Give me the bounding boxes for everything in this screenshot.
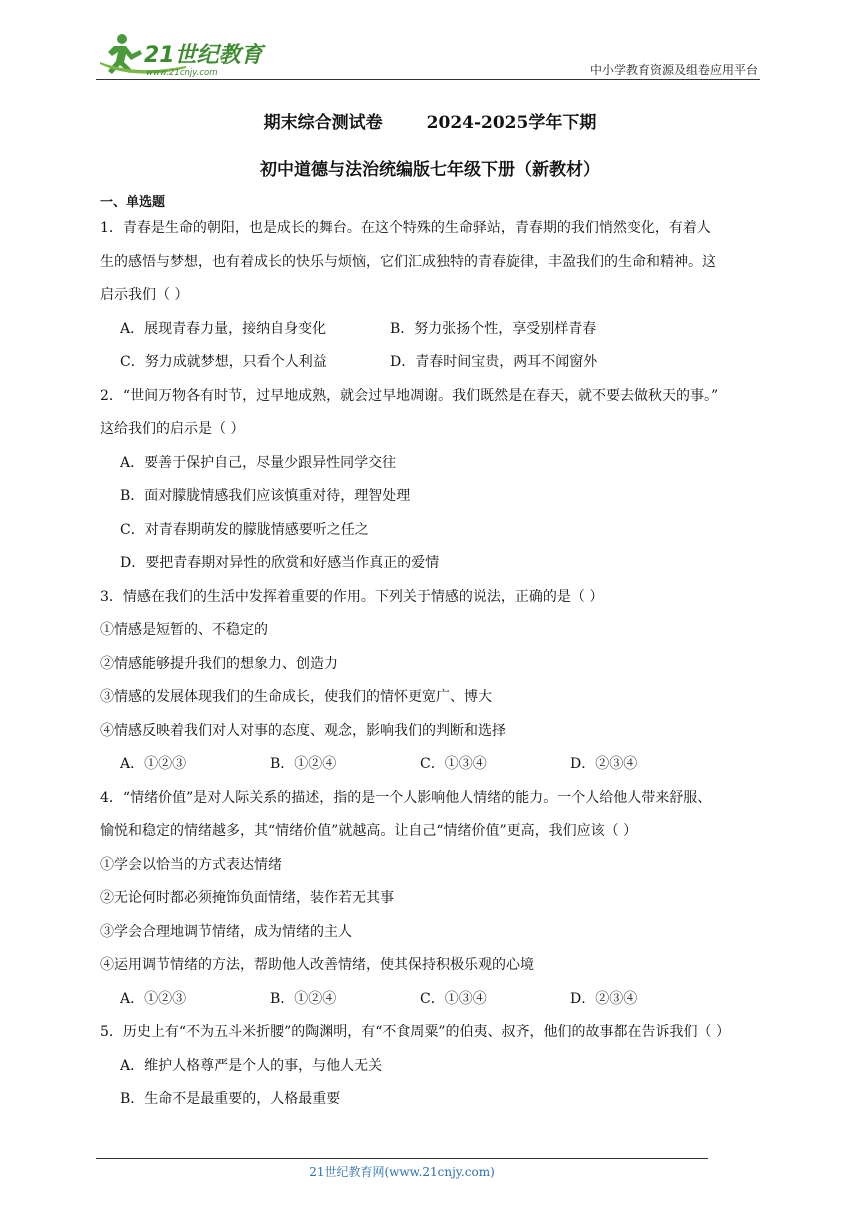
- platform-name: 中小学教育资源及组卷应用平台: [589, 63, 758, 77]
- option-b[interactable]: B．面对朦胧情感我们应该慎重对待，理智处理: [120, 488, 411, 504]
- option-b[interactable]: B．①②④: [270, 756, 337, 772]
- statement-item: ④运用调节情绪的方法，帮助他人改善情绪，使其保持积极乐观的心境: [100, 957, 534, 973]
- question-stem: 3．情感在我们的生活中发挥着重要的作用。下列关于情感的说法，正确的是（ ）: [100, 588, 604, 605]
- exam-title-term: 2024-2025学年下期: [426, 113, 597, 133]
- option-a[interactable]: A．①②③: [120, 756, 187, 772]
- statement-item: ④情感反映着我们对人对事的态度、观念，影响我们的判断和选择: [100, 722, 506, 739]
- option-d[interactable]: D．青春时间宝贵，两耳不闻窗外: [390, 354, 598, 370]
- exam-title-name: 期末综合测试卷: [263, 113, 383, 133]
- option-a[interactable]: A．①②③: [120, 990, 187, 1007]
- question-stem: 2．“世间万物各有时节，过早地成熟，就会过早地凋谢。我们既然是在春天，就不要去做秋天的事。”: [100, 387, 719, 404]
- header-divider: [96, 79, 760, 80]
- option-row: [100, 346, 765, 380]
- option-d[interactable]: D．②③④: [570, 756, 638, 772]
- statement-item: ③学会合理地调节情绪，成为情绪的主人: [100, 923, 352, 940]
- option-row: [100, 313, 765, 347]
- logo-21cnjy: [96, 32, 276, 78]
- option-b[interactable]: B．生命不是最重要的，人格最重要: [120, 1091, 341, 1107]
- statement-item: ③情感的发展体现我们的生命成长，使我们的情怀更宽广、博大: [100, 689, 492, 705]
- logo-url-text: www.21cnjy.com: [146, 68, 218, 78]
- statement-item: ①学会以恰当的方式表达情绪: [100, 856, 282, 873]
- footer-site[interactable]: 21世纪教育网(www.21cnjy.com): [309, 1165, 495, 1179]
- option-d[interactable]: D．要把青春期对异性的欣赏和好感当作真正的爱情: [120, 555, 440, 571]
- question-list: [100, 212, 765, 1117]
- option-a[interactable]: A．维护人格尊严是个人的事，与他人无关: [120, 1057, 383, 1074]
- option-d[interactable]: D．②③④: [570, 990, 638, 1007]
- footer-divider: [96, 1158, 708, 1159]
- option-c[interactable]: C．①③④: [420, 990, 487, 1007]
- question-stem: 启示我们（ ）: [100, 287, 189, 303]
- option-c[interactable]: C．对青春期萌发的朦胧情感要听之任之: [120, 521, 369, 538]
- exam-subtitle: 初中道德与法治统编版七年级下册（新教材）: [260, 160, 600, 180]
- question-stem: 5．历史上有“不为五斗米折腰”的陶渊明，有“不食周粟”的伯夷、叔齐，他们的故事都在告诉我们（ ）: [100, 1024, 730, 1040]
- option-row: [100, 748, 765, 782]
- question-stem: 1．青春是生命的朝阳，也是成长的舞台。在这个特殊的生命驿站，青春期的我们悄然变化，有着人: [100, 220, 711, 236]
- question-stem: 4．“情绪价值”是对人际关系的描述，指的是一个人影响他人情绪的能力。一个人给他人带来舒服、: [100, 789, 712, 806]
- option-b[interactable]: B．①②④: [270, 990, 337, 1007]
- page-header: [96, 30, 760, 80]
- option-a[interactable]: A．要善于保护自己，尽量少跟异性同学交往: [120, 454, 397, 471]
- option-row: [100, 983, 765, 1017]
- question-stem: 愉悦和稳定的情绪越多，其“情绪价值”就越高。让自己“情绪价值”更高，我们应该（ ）: [100, 823, 638, 839]
- statement-item: ①情感是短暂的、不稳定的: [100, 622, 268, 638]
- option-c[interactable]: C．①③④: [420, 756, 487, 772]
- question-stem: 这给我们的启示是（ ）: [100, 421, 245, 437]
- option-a[interactable]: A．展现青春力量，接纳自身变化: [120, 320, 327, 337]
- question-stem: 生的感悟与梦想，也有着成长的快乐与烦恼，它们汇成独特的青春旋律，丰盈我们的生命和精神。这: [100, 253, 716, 270]
- option-c[interactable]: C．努力成就梦想，只看个人利益: [120, 354, 327, 370]
- option-b[interactable]: B．努力张扬个性，享受别样青春: [390, 320, 597, 337]
- exam-title: [0, 108, 860, 133]
- section-heading: 一、单选题: [100, 195, 166, 210]
- statement-item: ②无论何时都必须掩饰负面情绪，装作若无其事: [100, 890, 394, 906]
- statement-item: ②情感能够提升我们的想象力、创造力: [100, 655, 338, 672]
- logo-text: 21世纪教育: [144, 43, 263, 68]
